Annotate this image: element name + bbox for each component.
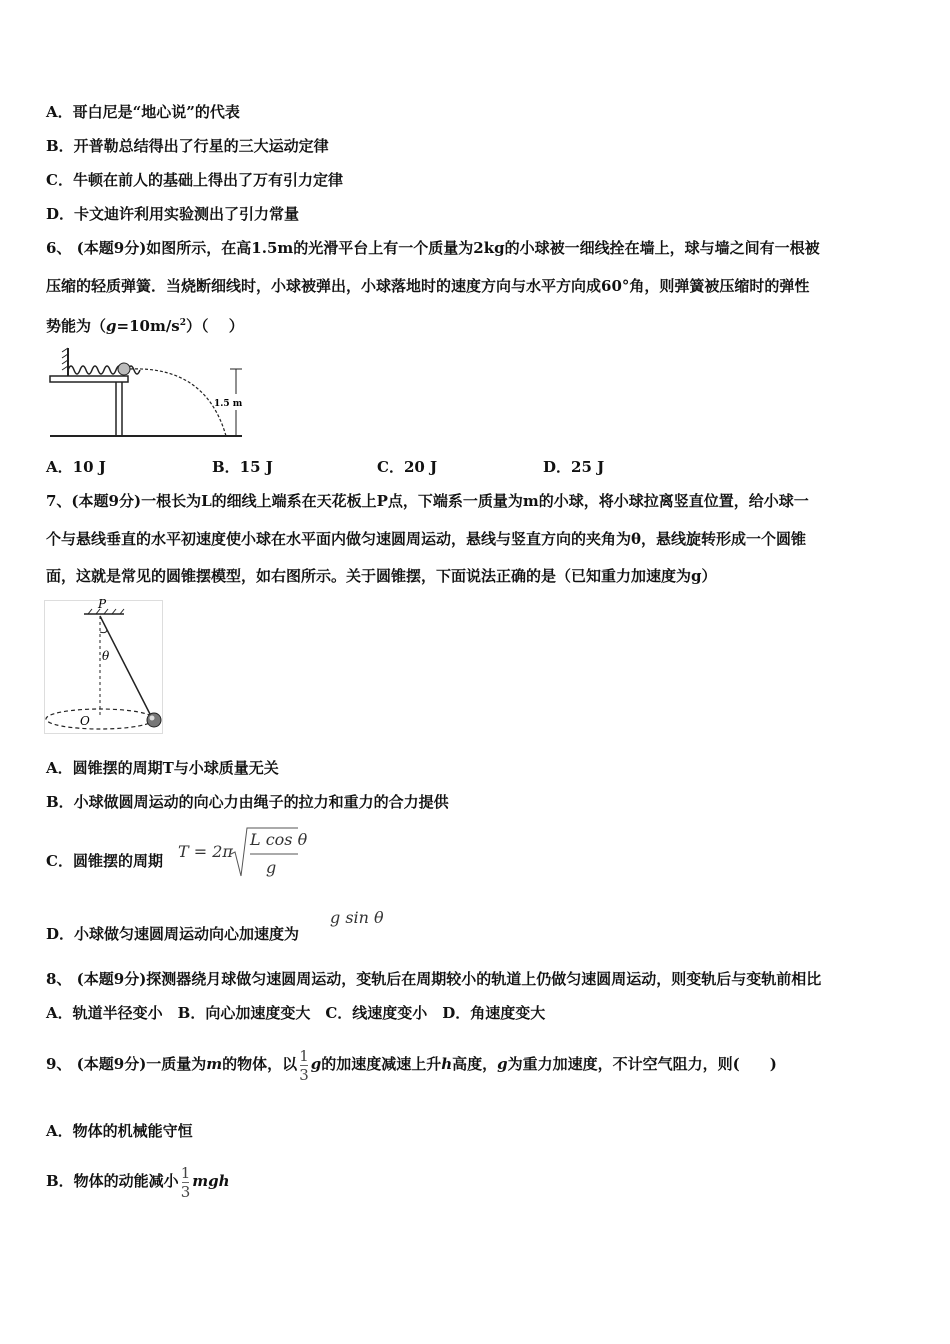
q7-stem-line1: 7、(本题9分)一根长为L的细线上端系在天花板上P点，下端系一质量为m的小球，将小球拉离竖直位置，给小球一 (46, 492, 809, 510)
q7-option-c: C．圆锥摆的周期 (46, 852, 163, 870)
q7-stem-line3: 面，这就是常见的圆锥摆模型，如右图所示。关于圆锥摆，下面说法正确的是（已知重力加速度为g） (46, 567, 717, 585)
q9-stem: 9、 (本题9分)一质量为m的物体，以 $\frac{1}{3}$ g的加速度减速上升h高度，g为重力加速度，不计空气阻力，则( ) (46, 1046, 777, 1084)
q9-fraction: $\frac{1}{3}$ (299, 1046, 309, 1084)
q7-figure-p: P (98, 597, 107, 611)
q6-option-c: C．20 J (377, 458, 438, 476)
q7-figure-o: O (80, 714, 90, 728)
q8-stem: 8、 (本题9分)探测器绕月球做匀速圆周运动，变轨后在周期较小的轨道上仍做匀速圆周运动，则变轨后与变轨前相比 (46, 970, 822, 988)
q7-figure-theta: θ (102, 649, 110, 663)
q7-option-b: B．小球做圆周运动的向心力由绳子的拉力和重力的合力提供 (46, 793, 449, 811)
q9-option-b-fraction: $\frac{1}{3}$ (180, 1163, 191, 1201)
q7-option-d: D．小球做匀速圆周运动向心加速度为 (46, 925, 300, 943)
q5-option-a: A．哥白尼是“地心说”的代表 (46, 103, 240, 121)
q7-option-d-formula: g sin θ (330, 908, 384, 927)
q8-options: A．轨道半径变小 B．向心加速度变大 C．线速度变小 D．角速度变大 (46, 1004, 546, 1022)
q5-option-c: C．牛顿在前人的基础上得出了万有引力定律 (46, 171, 343, 189)
q6-stem-line3: 势能为$(g=10m/s^2)$（ ） (46, 317, 244, 335)
q6-figure-label: 1.5 m (214, 399, 243, 409)
q6-stem-line2: 压缩的轻质弹簧．当烧断细线时，小球被弹出，小球落地时的速度方向与水平方向成60°角，则弹簧被压缩时的弹性 (46, 277, 810, 295)
q7-option-a: A．圆锥摆的周期T与小球质量无关 (46, 759, 279, 777)
q5-option-b: B．开普勒总结得出了行星的三大运动定律 (46, 137, 329, 155)
q5-option-d: D．卡文迪许利用实验测出了引力常量 (46, 205, 300, 223)
q6-option-b: B．15 J (212, 458, 273, 476)
q7-stem-line2: 个与悬线垂直的水平初速度使小球在水平面内做匀速圆周运动，悬线与竖直方向的夹角为θ，悬线旋转形成一个圆锥 (46, 530, 807, 548)
q6-stem-line1: 6、 (本题9分)如图所示，在高1.5m的光滑平台上有一个质量为2kg的小球被一细线拴在墙上，球与墙之间有一根被 (46, 239, 820, 257)
q9-option-b: B．物体的动能减小 $\frac{1}{3}$ mgh (46, 1163, 230, 1201)
q9-option-a: A．物体的机械能守恒 (46, 1122, 193, 1140)
q6-option-d: D．25 J (543, 458, 605, 476)
q7-pendulum-figure (44, 596, 166, 736)
q6-option-a: A．10 J (46, 458, 106, 476)
q6-spring-figure (46, 344, 246, 440)
